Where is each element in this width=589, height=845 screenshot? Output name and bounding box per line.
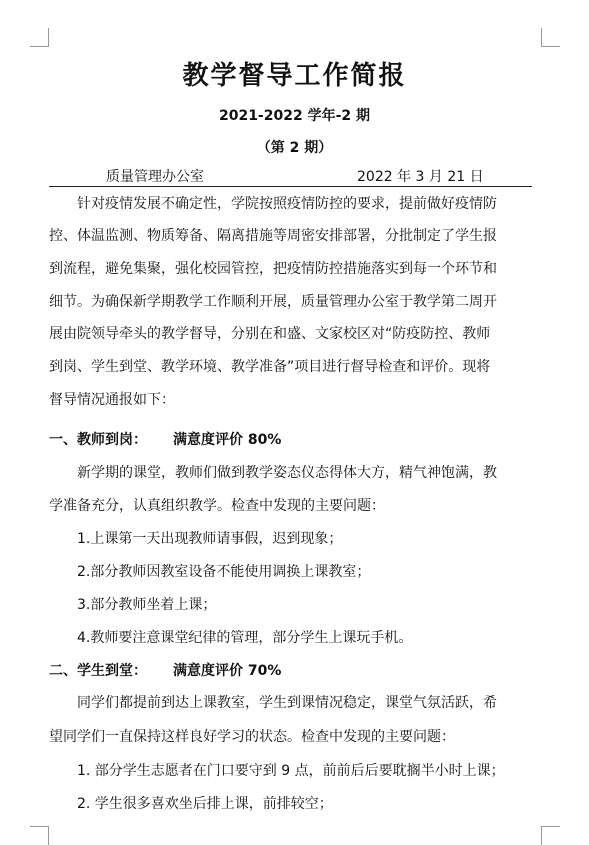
section-title: 一、教师到岗： <box>49 432 147 448</box>
intro-line: 到流程，避免集聚，强化校园管控，把疫情防控措施落实到每一个环节和 <box>49 261 497 277</box>
document-title: 教学督导工作简报 <box>182 61 407 91</box>
crop-mark-top-right <box>541 28 560 47</box>
intro-line: 控、体温监测、物质筹备、隔离措施等周密安排部署，分批制定了学生报 <box>49 228 497 244</box>
crop-mark-top-left <box>30 28 49 47</box>
list-item: 3.部分教师坐着上课； <box>77 597 217 613</box>
crop-mark-bottom-right <box>541 826 560 845</box>
intro-line: 督导情况通报如下： <box>49 392 175 408</box>
paragraph-line: 同学们都提前到达上课教室，学生到课情况稳定，课堂气氛活跃，希 <box>77 695 497 711</box>
satisfaction-rating: 满意度评价 70% <box>173 663 282 679</box>
paragraph-line: 新学期的课堂，教师们做到教学姿态仪态得体大方，精气神饱满，教 <box>77 465 497 481</box>
issue-number: （第 2 期） <box>256 140 333 156</box>
intro-line: 到岗、学生到堂、教学环境、教学准备”项目进行督导检查和评价。现将 <box>49 359 491 375</box>
section-heading <box>49 660 281 680</box>
list-item: 2.部分教师因教室设备不能使用调换上课教室； <box>77 564 371 580</box>
list-item: 1.上课第一天出现教师请事假，迟到现象； <box>77 531 343 547</box>
list-item: 1. 部分学生志愿者在门口要守到 9 点，前前后后要耽搁半小时上课； <box>77 763 505 779</box>
intro-line: 细节。为确保新学期教学工作顺利开展，质量管理办公室于教学第二周开 <box>49 294 497 310</box>
header-rule <box>49 186 532 187</box>
issuing-office: 质量管理办公室 <box>106 169 204 185</box>
intro-line: 展由院领导牵头的教学督导，分别在和盛、文家校区对“防疫防控、教师 <box>49 326 491 342</box>
section-title: 二、学生到堂： <box>49 663 147 679</box>
term-label: 2021-2022 学年-2 期 <box>218 108 371 124</box>
list-item: 2. 学生很多喜欢坐后排上课，前排较空； <box>77 796 333 812</box>
list-item: 4.教师要注意课堂纪律的管理，部分学生上课玩手机。 <box>77 630 413 646</box>
satisfaction-rating: 满意度评价 80% <box>173 432 282 448</box>
intro-line: 针对疫情发展不确定性，学院按照疫情防控的要求，提前做好疫情防 <box>77 196 497 212</box>
section-heading <box>49 429 281 449</box>
paragraph-line: 学准备充分，认真组织教学。检查中发现的主要问题： <box>49 498 385 514</box>
paragraph-line: 望同学们一直保持这样良好学习的状态。检查中发现的主要问题： <box>49 729 455 745</box>
crop-mark-bottom-left <box>30 826 49 845</box>
issue-date: 2022 年 3 月 21 日 <box>357 169 484 185</box>
